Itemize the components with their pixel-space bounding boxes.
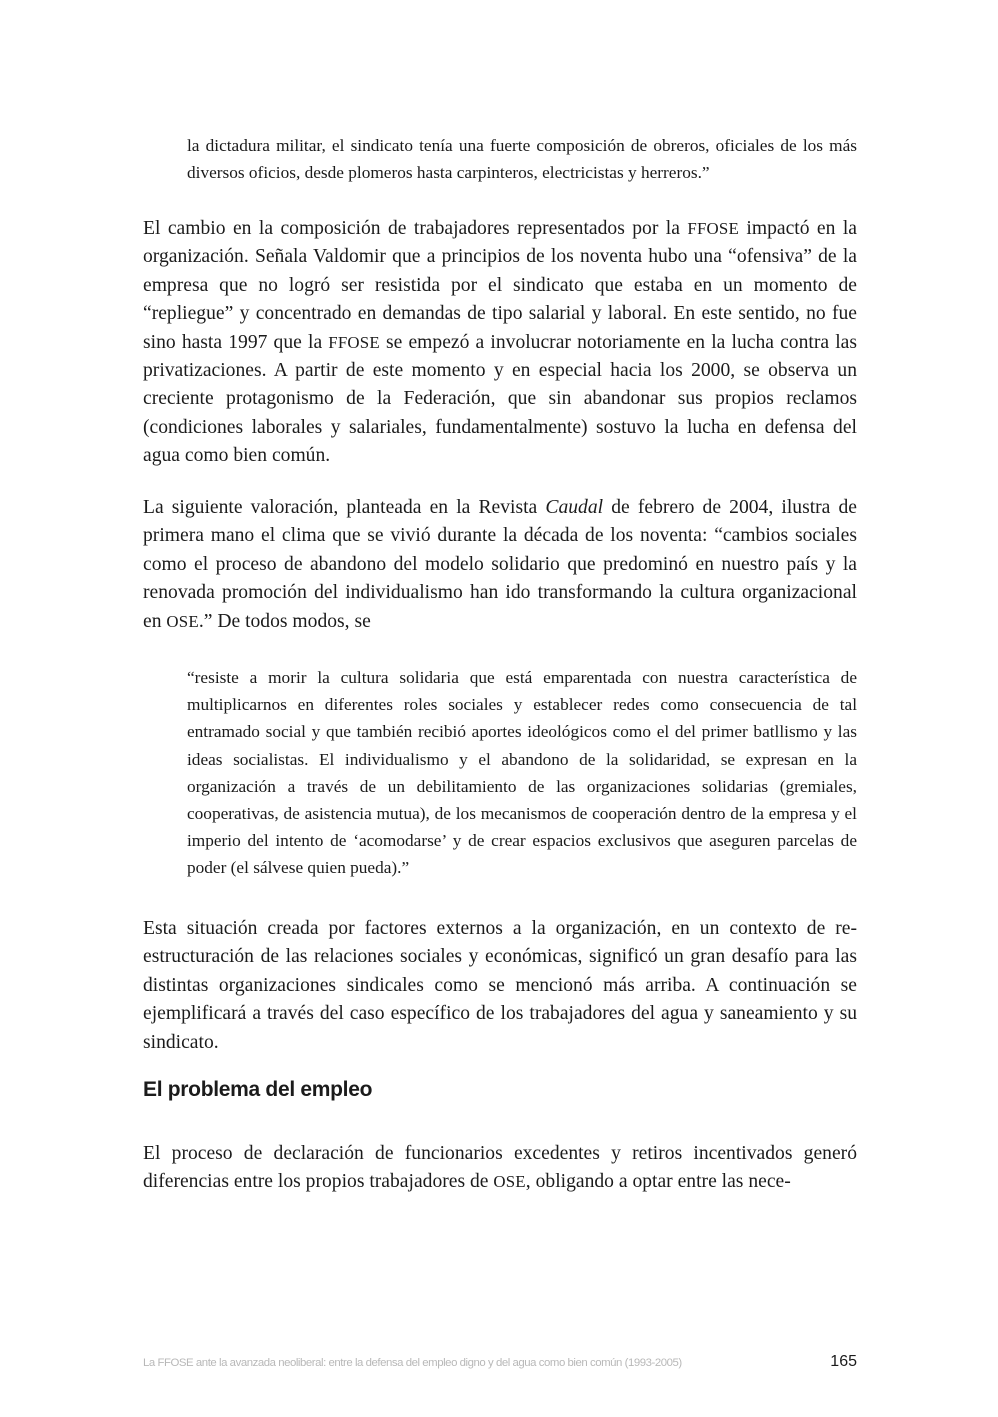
paragraph-ffose-change: [143, 215, 857, 471]
text-run: , obligando a optar entre las nece-: [525, 1171, 791, 1193]
text-run: El proceso de declaración de funcionarios excedentes y retiros incentivados generó diferencias entre los propios trabajadores de: [143, 1143, 857, 1193]
text-run: La siguiente valoración, planteada en la Revista: [143, 497, 546, 518]
paragraph-employment-problem: [143, 1140, 857, 1197]
text-run: El cambio en la composición de trabajadores representados por la: [143, 218, 688, 239]
text-run: de febrero de 2004, ilustra de primera mano el clima que se vivió durante la década de los noventa: “cambios sociales como el proceso de abandono del modelo solidario que predominó en nuestro país y la renovada promoción del individualismo han ido transformando la cultura organizacional en: [143, 497, 857, 632]
block-quote-solidarity: [187, 664, 857, 882]
block-quote-continuation: [187, 132, 857, 186]
quote-text: la dictadura militar, el sindicato tenía una fuerte composición de obreros, oficiales de los más diversos oficios, desde plomeros hasta carpinteros, electricistas y herreros.”: [187, 136, 857, 183]
acronym: FFOSE: [328, 332, 380, 352]
page-number: 165: [830, 1353, 857, 1370]
section-heading: El problema del empleo: [143, 1078, 373, 1101]
paragraph-external-factors: [143, 915, 857, 1057]
quote-text: “resiste a morir la cultura solidaria que está emparentada con nuestra característica de multiplicarnos en diferentes roles sociales y establecer redes como consecuencia de tal entramado social y que también recibió aportes ideológicos como el del primer batllismo y las ideas socialistas. El individualismo y el abandono de la solidaridad, se expresan en la organización a través de un debilitamiento de las organizaciones solidarias (gremiales, cooperativas, de asistencia mutua), de los mecanismos de cooperación dentro de la empresa y el imperio del intento de ‘acomodarse’ y de crear espacios exclusivos que aseguren parcelas de poder (el sálvese quien pueda).”: [187, 668, 857, 878]
text-run: impactó en la organización. Señala Valdomir que a principios de los noventa hubo una “ofensiva” de la empresa que no logró ser resistida por el sindicato que estaba en un momento de “repliegue” y concentrado en demandas de tipo salarial y laboral. En este sentido, no fue sino hasta 1997 que la: [143, 218, 857, 353]
running-footer-title: La FFOSE ante la avanzada neoliberal: entre la defensa del empleo digno y del agua como bien común (1993-2005): [143, 1357, 682, 1369]
paragraph-caudal-review: [143, 494, 857, 636]
text-run: Esta situación creada por factores externos a la organización, en un contexto de re- estructuración de las relaciones sociales y económicas, significó un gran desafío para las distintas organizaciones sindicales como se mencionó más arriba. A continuación se ejemplificará a través del caso específico de los trabajadores del agua y saneamiento y su sindicato.: [143, 918, 857, 1053]
magazine-title: Caudal: [545, 497, 604, 518]
acronym: FFOSE: [687, 219, 739, 238]
acronym: OSE: [166, 611, 199, 631]
text-run: .” De todos modos, se: [198, 610, 371, 632]
text-run: se empezó a involucrar notoriamente en la lucha contra las privatizaciones. A partir de este momento y en especial hacia los 2000, se observa un creciente protagonismo de la Federación, que sin abandonar sus propios reclamos (condiciones laborales y salariales, fundamentalmente) sostuvo la lucha en defensa del agua como bien común.: [143, 331, 857, 467]
acronym: OSE: [493, 1172, 526, 1192]
